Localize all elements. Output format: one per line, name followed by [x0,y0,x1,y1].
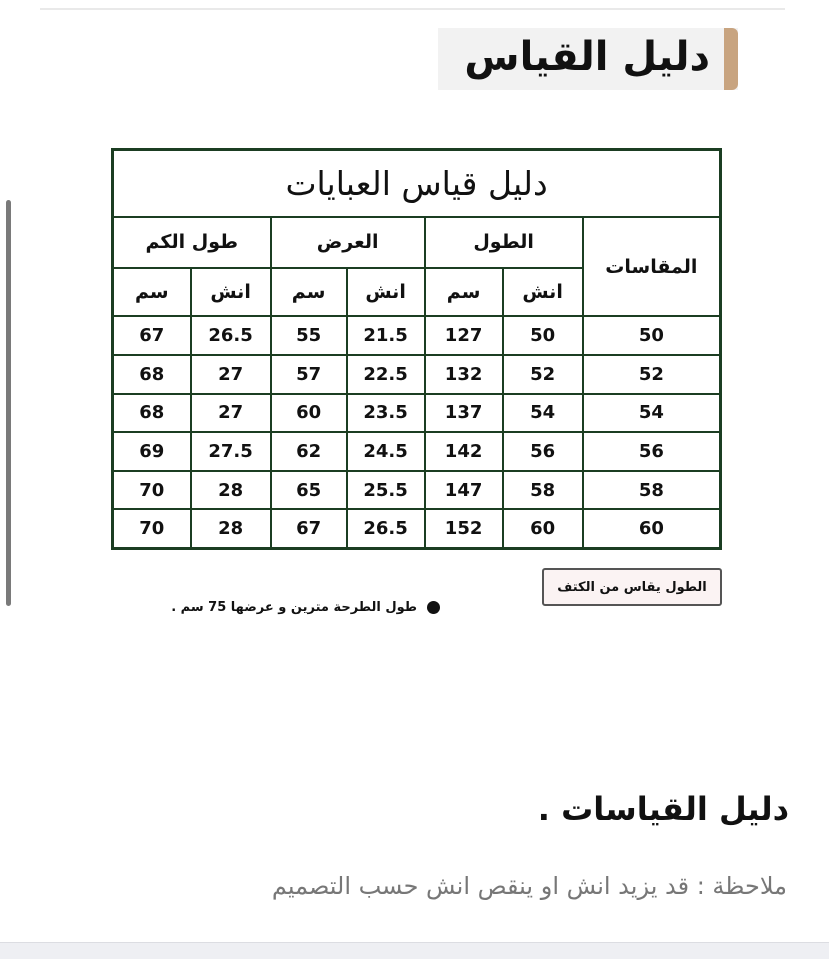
width-inch-cell: 23.5 [347,394,425,433]
width-header: العرض [271,217,425,268]
size-cell: 60 [583,509,721,548]
table-row [113,509,721,548]
width-cm-cell: 60 [271,394,347,433]
description-note: ملاحظة : قد يزيد انش او ينقص انش حسب التصميم [271,872,787,900]
top-divider [40,8,785,10]
header-accent [724,28,738,90]
width-inch-cell: 24.5 [347,432,425,471]
scarf-note [160,596,440,618]
description-title: دليل القياسات . [537,790,789,828]
sleeve-inch-cell: 27 [191,355,271,394]
length-cm-cell: 132 [425,355,503,394]
unit-header: سم [425,268,503,317]
sleeve-header: طول الكم [113,217,271,268]
length-inch-cell: 58 [503,471,583,510]
width-cm-cell: 65 [271,471,347,510]
length-cm-cell: 137 [425,394,503,433]
table-row [113,394,721,433]
bottom-bar [0,942,829,959]
width-cm-cell: 67 [271,509,347,548]
length-inch-cell: 52 [503,355,583,394]
table-title: دليل قياس العبايات [113,150,721,218]
width-cm-cell: 55 [271,316,347,355]
abaya-size-table [111,148,722,550]
unit-header: انش [503,268,583,317]
length-cm-cell: 147 [425,471,503,510]
size-guide-header [438,28,738,90]
sleeve-cm-cell: 68 [113,355,191,394]
sleeve-cm-cell: 69 [113,432,191,471]
width-cm-cell: 62 [271,432,347,471]
table-row [113,432,721,471]
unit-header: انش [191,268,271,317]
sleeve-cm-cell: 70 [113,471,191,510]
length-cm-cell: 127 [425,316,503,355]
size-cell: 56 [583,432,721,471]
length-inch-cell: 50 [503,316,583,355]
sleeve-inch-cell: 28 [191,471,271,510]
width-inch-cell: 25.5 [347,471,425,510]
page-title: دليل القياس [464,34,710,80]
sleeve-cm-cell: 67 [113,316,191,355]
length-inch-cell: 56 [503,432,583,471]
sizes-header: المقاسات [583,217,721,316]
unit-header: سم [271,268,347,317]
size-cell: 58 [583,471,721,510]
length-header: الطول [425,217,583,268]
table-row [113,471,721,510]
sleeve-inch-cell: 28 [191,509,271,548]
width-inch-cell: 26.5 [347,509,425,548]
unit-header: انش [347,268,425,317]
size-cell: 52 [583,355,721,394]
width-inch-cell: 22.5 [347,355,425,394]
length-cm-cell: 152 [425,509,503,548]
table-row [113,316,721,355]
sleeve-cm-cell: 70 [113,509,191,548]
scrollbar[interactable] [6,200,11,606]
size-cell: 54 [583,394,721,433]
bullet-icon [427,601,440,614]
width-cm-cell: 57 [271,355,347,394]
length-inch-cell: 60 [503,509,583,548]
width-inch-cell: 21.5 [347,316,425,355]
sleeve-inch-cell: 27.5 [191,432,271,471]
length-inch-cell: 54 [503,394,583,433]
size-cell: 50 [583,316,721,355]
sleeve-inch-cell: 26.5 [191,316,271,355]
table-row [113,355,721,394]
sleeve-inch-cell: 27 [191,394,271,433]
shoulder-note: الطول يقاس من الكتف [542,568,722,606]
scarf-note-text: طول الطرحة مترين و عرضها 75 سم . [171,599,417,615]
sleeve-cm-cell: 68 [113,394,191,433]
unit-header: سم [113,268,191,317]
length-cm-cell: 142 [425,432,503,471]
